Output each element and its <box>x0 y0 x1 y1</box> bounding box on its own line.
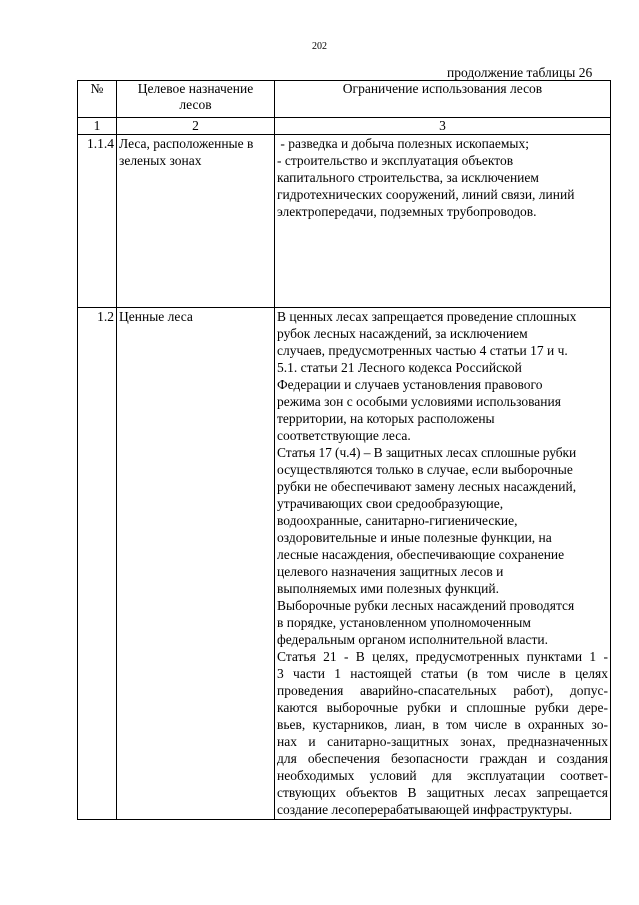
restriction-line: необходимых условий для эксплуатации соответ- <box>277 768 608 783</box>
restriction-line: режима зон с особыми условиями использования <box>277 394 561 409</box>
row-number: 1.1.4 <box>78 135 117 308</box>
column-number-row <box>78 118 611 135</box>
restriction-line: вьев, кустарников, лиан, в том числе в охранных зо- <box>277 717 608 732</box>
table-row <box>78 308 611 820</box>
header-purpose-line-1: Целевое назначение <box>137 81 254 96</box>
restriction-line: для обеспечения безопасности граждан и создания <box>277 751 608 766</box>
column-number: 3 <box>275 118 611 135</box>
restriction-line: ствующих объектов В защитных лесах запрещается <box>277 785 608 800</box>
purpose-line: зеленых зонах <box>119 153 202 168</box>
restriction-line: В ценных лесах запрещается проведение сплошных <box>277 309 577 324</box>
purpose-line: Леса, расположенные в <box>119 136 254 151</box>
restriction-line: рубки не обеспечивают замену лесных насаждений, <box>277 479 577 494</box>
restriction-line: - строительство и эксплуатация объектов <box>277 153 514 168</box>
restriction-line: выполняемых ими полезных функций. <box>277 581 499 596</box>
restriction-line: территории, на которых расположены <box>277 411 495 426</box>
restriction-line: капитального строительства, за исключением <box>277 170 539 185</box>
restriction-line: нах и санитарно-защитных зонах, предназначенных <box>277 734 608 749</box>
restriction-line: гидротехнических сооружений, линий связи, линий <box>277 187 575 202</box>
row-restriction <box>275 308 611 820</box>
restriction-line: рубок лесных насаждений, за исключением <box>277 326 528 341</box>
forest-restrictions-table <box>77 80 611 820</box>
table-header-row <box>78 81 611 118</box>
purpose-line: Ценные леса <box>119 309 193 324</box>
restriction-line: федеральным органом исполнительной власти. <box>277 632 549 647</box>
restriction-line: случаев, предусмотренных частью 4 статьи 17 и ч. <box>277 343 568 358</box>
restriction-line: водоохранные, санитарно-гигиенические, <box>277 513 518 528</box>
restriction-line: осуществляются только в случае, если выборочные <box>277 462 573 477</box>
restriction-line: оздоровительные и иные полезные функции, на <box>277 530 552 545</box>
restriction-line: Статья 17 (ч.4) – В защитных лесах сплошные рубки <box>277 445 577 460</box>
restriction-line: Статья 21 - В целях, предусмотренных пунктами 1 - <box>277 649 608 664</box>
restriction-line: проведения аварийно-спасательных работ), допус- <box>277 683 608 698</box>
page-number: 202 <box>312 41 327 52</box>
column-number: 1 <box>78 118 117 135</box>
table-continuation-label: продолжение таблицы 26 <box>447 65 593 80</box>
restriction-line: - разведка и добыча полезных ископаемых; <box>277 136 529 151</box>
restriction-line: создание лесоперерабатывающей инфраструктуры. <box>277 802 573 817</box>
restriction-line: 3 части 1 настоящей статьи (в том числе в целях <box>277 666 608 681</box>
restriction-line: 5.1. статьи 21 Лесного кодекса Российской <box>277 360 522 375</box>
row-restriction <box>275 135 611 308</box>
restriction-line: утрачивающих свои средообразующие, <box>277 496 504 511</box>
restriction-line: Выборочные рубки лесных насаждений проводятся <box>277 598 575 613</box>
row-purpose <box>117 308 275 820</box>
column-number: 2 <box>117 118 275 135</box>
restriction-line: соответствующие леса. <box>277 428 411 443</box>
restriction-line: лесные насаждения, обеспечивающие сохранение <box>277 547 565 562</box>
header-purpose-line-2: лесов <box>179 97 212 112</box>
restriction-line: каются выборочные рубки и сплошные рубки дере- <box>277 700 608 715</box>
header-number: № <box>78 81 117 118</box>
header-restriction: Ограничение использования лесов <box>275 81 611 118</box>
restriction-line: в порядке, установленном уполномоченным <box>277 615 531 630</box>
table-row <box>78 135 611 308</box>
restriction-line: электропередачи, подземных трубопроводов. <box>277 204 537 219</box>
row-purpose <box>117 135 275 308</box>
header-purpose <box>117 81 275 118</box>
restriction-line: Федерации и случаев установления правового <box>277 377 543 392</box>
restriction-line: целевого назначения защитных лесов и <box>277 564 504 579</box>
row-number: 1.2 <box>78 308 117 820</box>
